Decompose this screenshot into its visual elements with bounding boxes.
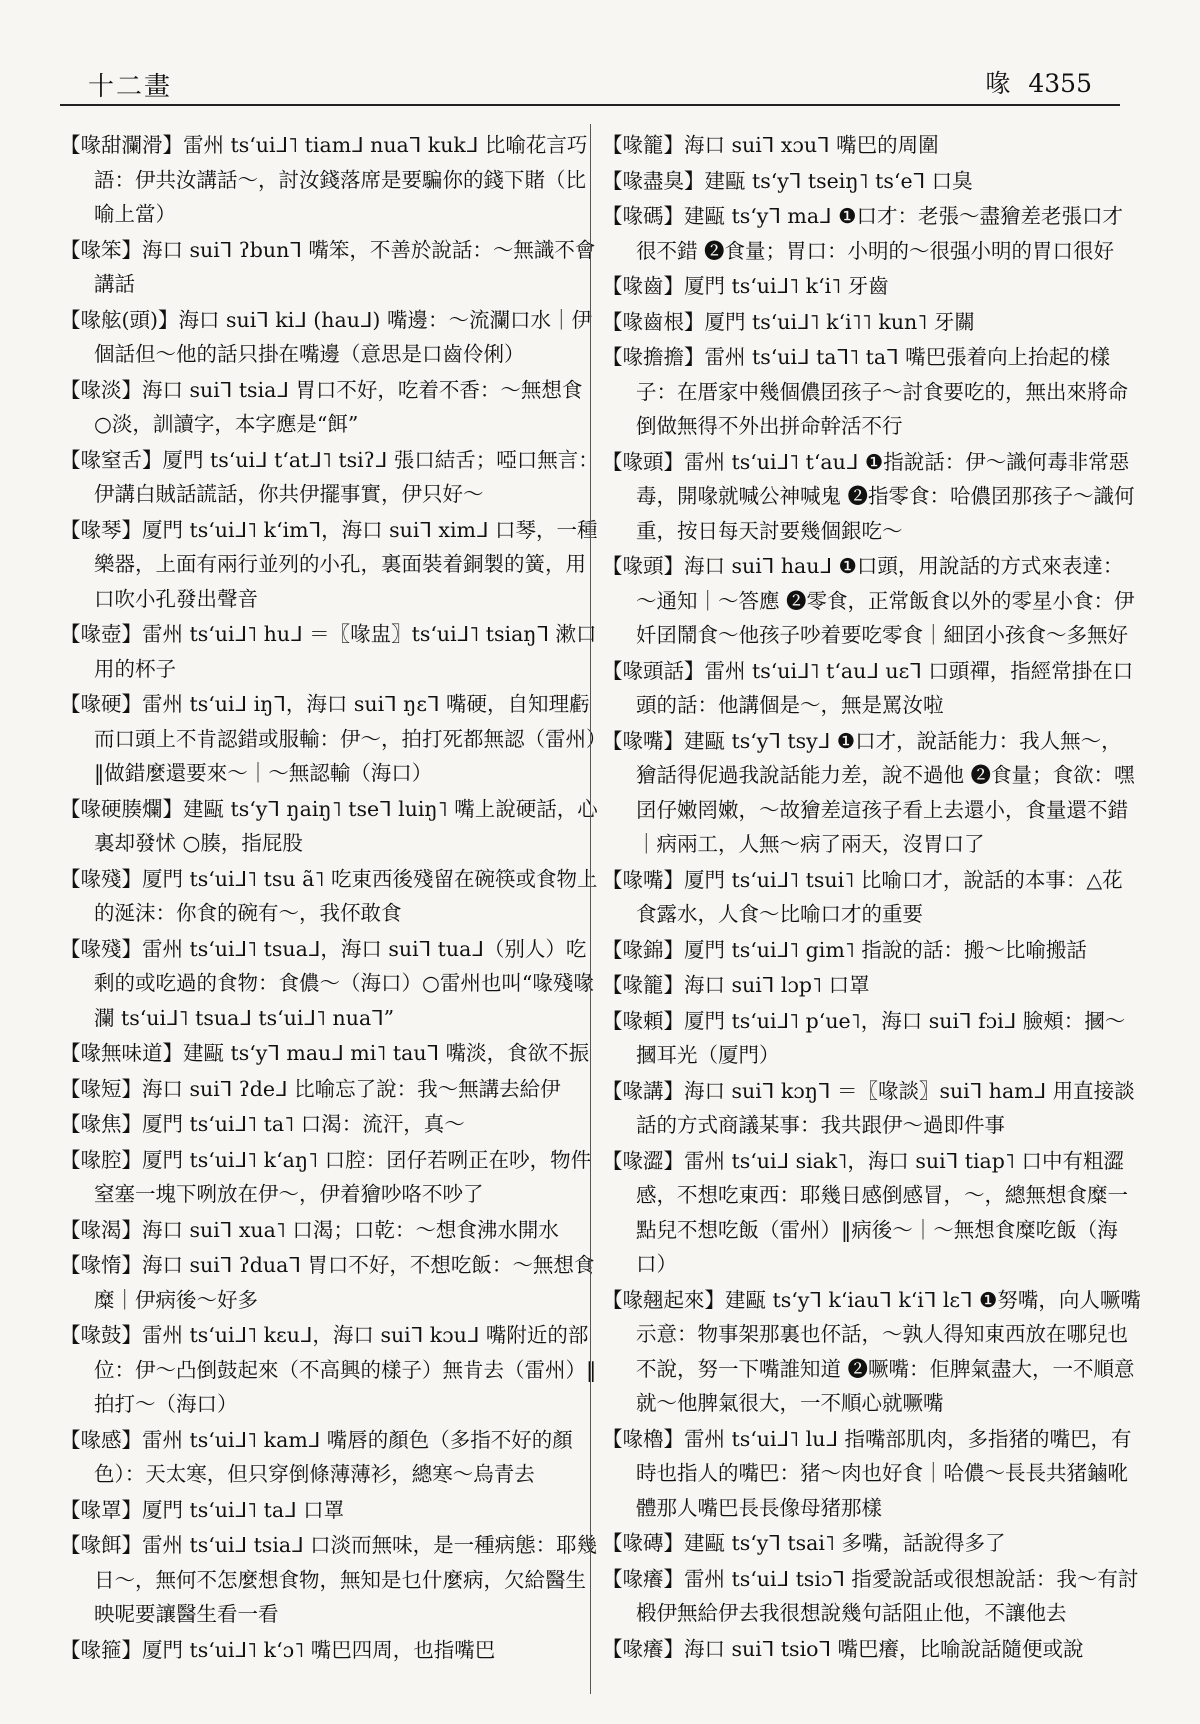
entry: 【喙笨】海口 suiᒣ ʔbunᒣ 嘴笨，不善於說話：～無識不會講話 [60,237,596,296]
left-column [60,128,600,1668]
entry: 【喙硬腠爛】建甌 tsʻyᒣ ŋaiŋ˥ tseᒣ luiŋ˥ 嘴上說硬話，心裏却發怵 ○腠，指屁股 [60,796,598,855]
header-rule [60,104,1120,106]
entry: 【喙齒根】厦門 tsʻuiᒧ˥ kʻi˥˥ kun˥ 牙關 [602,309,975,334]
page-number: 4355 [1028,69,1092,98]
entry: 【喙硬】雷州 tsʻuiᒧ iŋᒣ，海口 suiᒣ ŋɛᒣ 嘴硬，自知理虧而口頭上不肯認錯或服輸：伊～，拍打死都無認（雷州）‖做錯麼還要來～｜～無認輸（海口） [60,692,597,785]
entry: 【喙頭】雷州 tsʻuiᒧ˥ tʻauᒧ ❶指說話：伊～識何毒非常惡毒，開喙就喊公神喊鬼 ❷指零食：哈儂囝那孩子～識何重，按日每天討要幾個銀吃～ [602,449,1135,543]
entry: 【喙碼】建甌 tsʻyᒣ maᒧ ❶口才：老張～盡獪差老張口才很不錯 ❷食量；胃口：小明的～很强小明的胃口很好 [602,204,1123,263]
entry: 【喙渴】海口 suiᒣ xua˥ 口渴；口乾：～想食沸水開水 [60,1217,559,1242]
entry: 【喙擔擔】雷州 tsʻuiᒧ taᒣ˥ taᒣ 嘴巴張着向上抬起的樣子：在厝家中幾個儂囝孩子～討食要吃的，無出來將命倒做無得不外出拼命幹活不行 [602,345,1128,438]
entry: 【喙盡臭】建甌 tsʻyᒣ tseiŋ˥ tsʻeᒣ 口臭 [602,168,973,193]
right-column [602,128,1142,1667]
page-header-right [967,64,1092,100]
entry: 【喙舷(頭)】海口 suiᒣ kiᒧ (hauᒧ) 嘴邊：～流瀾口水｜伊個話但～他的話只掛在嘴邊（意思是口齒伶俐） [60,307,592,366]
entry: 【喙櫓】雷州 tsʻuiᒧ˥ luᒧ 指嘴部肌肉，多指猪的嘴巴，有時也指人的嘴巴：猪～肉也好食｜哈儂～長長共猪鏀吪體那人嘴巴長長像母猪那樣 [602,1426,1132,1520]
entry: 【喙錦】厦門 tsʻuiᒧ˥ gim˥ 指說的話：搬～比喻搬話 [602,937,1087,962]
entry: 【喙澀】雷州 tsʻuiᒧ siak˥，海口 suiᒣ tiap˥ 口中有粗澀感，不想吃東西：耶幾日感倒感冒，～，總無想食糜一點兒不想吃飯（雷州）‖病後～｜～無想食糜吃飯（海口） [602,1148,1128,1276]
entry: 【喙頭話】雷州 tsʻuiᒧ˥ tʻauᒧ uɛᒣ 口頭禪，指經常掛在口頭的話：他講個是～，無是罵汝啦 [602,658,1134,717]
entry: 【喙無味道】建甌 tsʻyᒣ mauᒧ mi˥ tauᒣ 嘴淡，食欲不振 [60,1041,590,1065]
entry: 【喙磚】建甌 tsʻyᒣ tsai˥ 多嘴，話說得多了 [602,1531,1006,1555]
entry: 【喙淡】海口 suiᒣ tsiaᒧ 胃口不好，吃着不香：～無想食 ○淡，訓讀字，本字應是“餌” [60,377,583,436]
column-divider [590,124,591,1694]
entry: 【喙腔】厦門 tsʻuiᒧ˥ kʻaŋ˥ 口腔：囝仔若咧正在吵，物件窒塞一塊下咧放在伊～，伊着獪吵咯不吵了 [60,1147,592,1206]
entry: 【喙癢】海口 suiᒣ tsioᒣ 嘴巴癢，比喻說話隨便或說 [602,1636,1084,1661]
entry: 【喙壺】雷州 tsʻuiᒧ˥ huᒧ ＝〖喙盅〗tsʻuiᒧ˥ tsiaŋᒣ 漱口用的杯子 [60,622,597,681]
header-character: 喙 [985,69,1011,98]
entry: 【喙餌】雷州 tsʻuiᒧ tsiaᒧ 口淡而無味，是一種病態：耶幾日～，無何不怎麼想食物，無知是乜什麼病，欠給醫生映呢要讓醫生看一看 [60,1533,598,1626]
entry: 【喙鼓】雷州 tsʻuiᒧ˥ kɛuᒧ，海口 suiᒣ kɔuᒧ 嘴附近的部位：伊～凸倒鼓起來（不高興的樣子）無肯去（雷州）‖拍打～（海口） [60,1323,597,1416]
entry: 【喙頼】厦門 tsʻuiᒧ˥ pʻue˥，海口 suiᒣ fɔiᒧ 臉頰：摑～摑耳光（厦門） [602,1008,1126,1067]
entry: 【喙籠】海口 suiᒣ xɔuᒣ 嘴巴的周圍 [602,133,939,157]
entry: 【喙頭】海口 suiᒣ hauᒧ ❶口頭，用說話的方式來表達：～通知｜～答應 ❷零食，正常飯食以外的零星小食：伊奷囝鬧食～他孩子吵着要吃零食｜細囝小孩食～多無好 [602,554,1135,647]
entry: 【喙甜瀾滑】雷州 tsʻuiᒧ˥ tiamᒧ nuaᒣ kukᒧ 比喻花言巧語：伊共汝講話～，討汝錢落席是要騙你的錢下賭（比喻上當） [60,133,588,226]
entry: 【喙罩】厦門 tsʻuiᒧ˥ taᒧ 口罩 [60,1497,345,1522]
entry: 【喙癢】雷州 tsʻuiᒧ tsiɔᒣ 指愛說話或很想說話：我～有討椴伊無給伊去我很想說幾句話阻止他，不讓他去 [602,1566,1139,1625]
entry: 【喙齒】厦門 tsʻuiᒧ˥ kʻi˥ 牙齒 [602,274,889,298]
entry: 【喙籠】海口 suiᒣ lɔp˥ 口罩 [602,973,870,997]
entry: 【喙箍】厦門 tsʻuiᒧ˥ kʻɔ˥ 嘴巴四周，也指嘴巴 [60,1637,496,1662]
entry: 【喙惰】海口 suiᒣ ʔduaᒣ 胃口不好，不想吃飯：～無想食糜｜伊病後～好多 [60,1253,595,1312]
entry: 【喙窒舌】厦門 tsʻuiᒧ tʻatᒧ˥ tsiʔᒧ 張口結舌；啞口無言：伊講白賊話謊話，你共伊擺事實，伊只好～ [60,447,599,506]
entry: 【喙焦】厦門 tsʻuiᒧ˥ ta˥ 口渴：流汗，真～ [60,1112,465,1136]
entry: 【喙翹起來】建甌 tsʻyᒣ kʻiauᒣ kʻiᒣ lɛᒣ ❶努嘴，向人噘嘴示意：物事架那裏也伓話，～孰人得知東西放在哪兒也不說，努一下嘴誰知道 ❷噘嘴：佢脾氣盡大，一不順意就～他脾氣很大，一不順心就噘嘴 [602,1287,1141,1415]
entry: 【喙短】海口 suiᒣ ʔdeᒧ 比喻忘了說：我～無講去給伊 [60,1076,561,1101]
entry: 【喙琴】厦門 tsʻuiᒧ˥ kʻimᒣ，海口 suiᒣ ximᒧ 口琴，一種樂器，上面有兩行並列的小孔，裏面裝着銅製的簧，用口吹小孔發出聲音 [60,517,598,611]
entry: 【喙嘴】建甌 tsʻyᒣ tsyᒧ ❶口才，說話能力：我人無～，獪話得伲過我說話能力差，說不過他 ❷食量；食欲：嘿囝仔嫩罔嫩，～故獪差這孩子看上去還小，食量還不錯｜病兩工，人無～病了兩天，沒胃口了 [602,728,1135,856]
entry: 【喙殘】厦門 tsʻuiᒧ˥ tsu ã˥ 吃東西後殘留在碗筷或食物上的涎沫：你食的碗有～，我伓敢食 [60,866,598,925]
entry: 【喙感】雷州 tsʻuiᒧ˥ kamᒧ 嘴唇的顏色（多指不好的顏色）：天太寒，但只穿倒條薄薄衫，總寒～烏青去 [60,1427,573,1486]
entry: 【喙講】海口 suiᒣ kɔŋᒣ ＝〖喙談〗suiᒣ hamᒧ 用直接談話的方式商議某事：我共跟伊～過即件事 [602,1078,1135,1137]
section-header: 十二畫 [88,72,173,102]
entry: 【喙殘】雷州 tsʻuiᒧ˥ tsuaᒧ，海口 suiᒣ tuaᒧ（别人）吃剩的或吃過的食物：食儂～（海口）○雷州也叫“喙殘喙瀾 tsʻuiᒧ˥ tsuaᒧ tsʻuiᒧ˥ nuaᒣ” [60,936,594,1030]
entry: 【喙嘴】厦門 tsʻuiᒧ˥ tsui˥ 比喻口才，說話的本事：△花食露水，人食～比喻口才的重要 [602,867,1123,926]
